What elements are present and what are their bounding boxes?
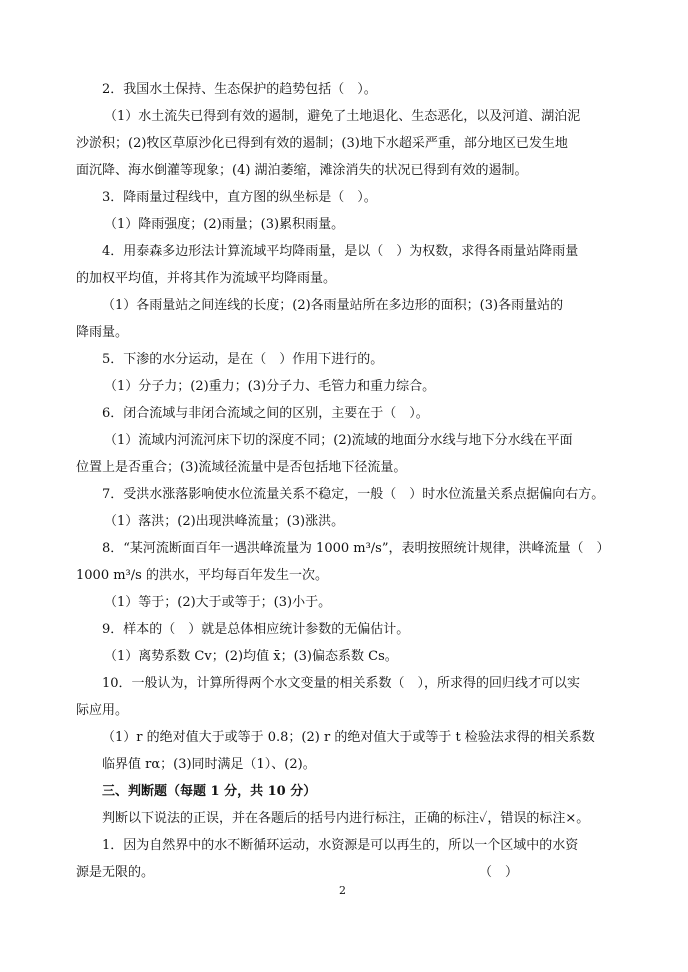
- judgement-question-1-cont: 源是无限的。 （ ）: [76, 865, 519, 880]
- section-heading: 三、判断题（每题 1 分，共 10 分）: [102, 784, 317, 799]
- question-5: 5．下渗的水分运动，是在（ ）作用下进行的。: [102, 352, 384, 367]
- question-4: 4．用泰森多边形法计算流域平均降雨量，是以（ ）为权数，求得各雨量站降雨量: [102, 244, 579, 259]
- judgement-question-1: 1．因为自然界中的水不断循环运动，水资源是可以再生的，所以一个区域中的水资: [102, 838, 579, 853]
- question-3: 3．降雨量过程线中，直方图的纵坐标是（ ）。: [102, 190, 377, 205]
- question-2-options: （1）水土流失已得到有效的遏制，避免了土地退化、生态恶化，以及河道、湖泊泥: [104, 109, 581, 124]
- question-8-options: （1）等于；(2)大于或等于；(3)小于。: [104, 595, 332, 610]
- question-9: 9．样本的（ ）就是总体相应统计参数的无偏估计。: [102, 622, 410, 637]
- question-2: 2．我国水土保持、生态保护的趋势包括（ ）。: [102, 82, 377, 97]
- question-5-options: （1）分子力；(2)重力；(3)分子力、毛管力和重力综合。: [104, 379, 436, 394]
- question-6-options-cont: 位置上是否重合；(3)流域径流量中是否包括地下径流量。: [76, 460, 407, 475]
- question-2-options-cont: 面沉降、海水倒灌等现象；(4) 湖泊萎缩，滩涂消失的状况已得到有效的遏制。: [76, 163, 528, 178]
- question-8-cont: 1000 m³/s 的洪水，平均每百年发生一次。: [76, 568, 328, 583]
- page-number: 2: [339, 884, 346, 897]
- question-10: 10．一般认为，计算所得两个水文变量的相关系数（ ），所求得的回归线才可以实: [102, 676, 581, 691]
- question-3-options: （1）降雨强度；(2)雨量；(3)累积雨量。: [104, 217, 345, 232]
- section-instructions: 判断以下说法的正误，并在各题后的括号内进行标注，正确的标注✓，错误的标注×。: [102, 811, 590, 826]
- question-8: 8．“某河流断面百年一遇洪峰流量为 1000 m³/s”，表明按照统计规律，洪峰流量（ ）: [102, 541, 610, 556]
- question-10-cont: 际应用。: [76, 703, 129, 718]
- question-10-options-cont: 临界值 rα；(3)同时满足（1）、(2)。: [102, 757, 316, 772]
- question-2-options-cont: 沙淤积；(2)牧区草原沙化已得到有效的遏制；(3)地下水超采严重，部分地区已发生地: [76, 136, 568, 151]
- question-4-options-cont: 降雨量。: [76, 325, 129, 340]
- question-6-options: （1）流域内河流河床下切的深度不同；(2)流域的地面分水线与地下分水线在平面: [104, 433, 573, 448]
- question-9-options: （1）离势系数 Cv；(2)均值 x̄；(3)偏态系数 Cs。: [104, 649, 398, 664]
- question-7-options: （1）落洪；(2)出现洪峰流量；(3)涨洪。: [104, 514, 345, 529]
- question-6: 6．闭合流域与非闭合流域之间的区别，主要在于（ ）。: [102, 406, 429, 421]
- question-4-cont: 的加权平均值，并将其作为流域平均降雨量。: [76, 271, 337, 286]
- question-4-options: （1）各雨量站之间连线的长度；(2)各雨量站所在多边形的面积；(3)各雨量站的: [102, 298, 564, 313]
- question-10-options: （1）r 的绝对值大于或等于 0.8；(2) r 的绝对值大于或等于 t 检验法求得的相关系数: [102, 730, 595, 745]
- question-7: 7．受洪水涨落影响使水位流量关系不稳定，一般（ ）时水位流量关系点据偏向右方。: [102, 487, 605, 502]
